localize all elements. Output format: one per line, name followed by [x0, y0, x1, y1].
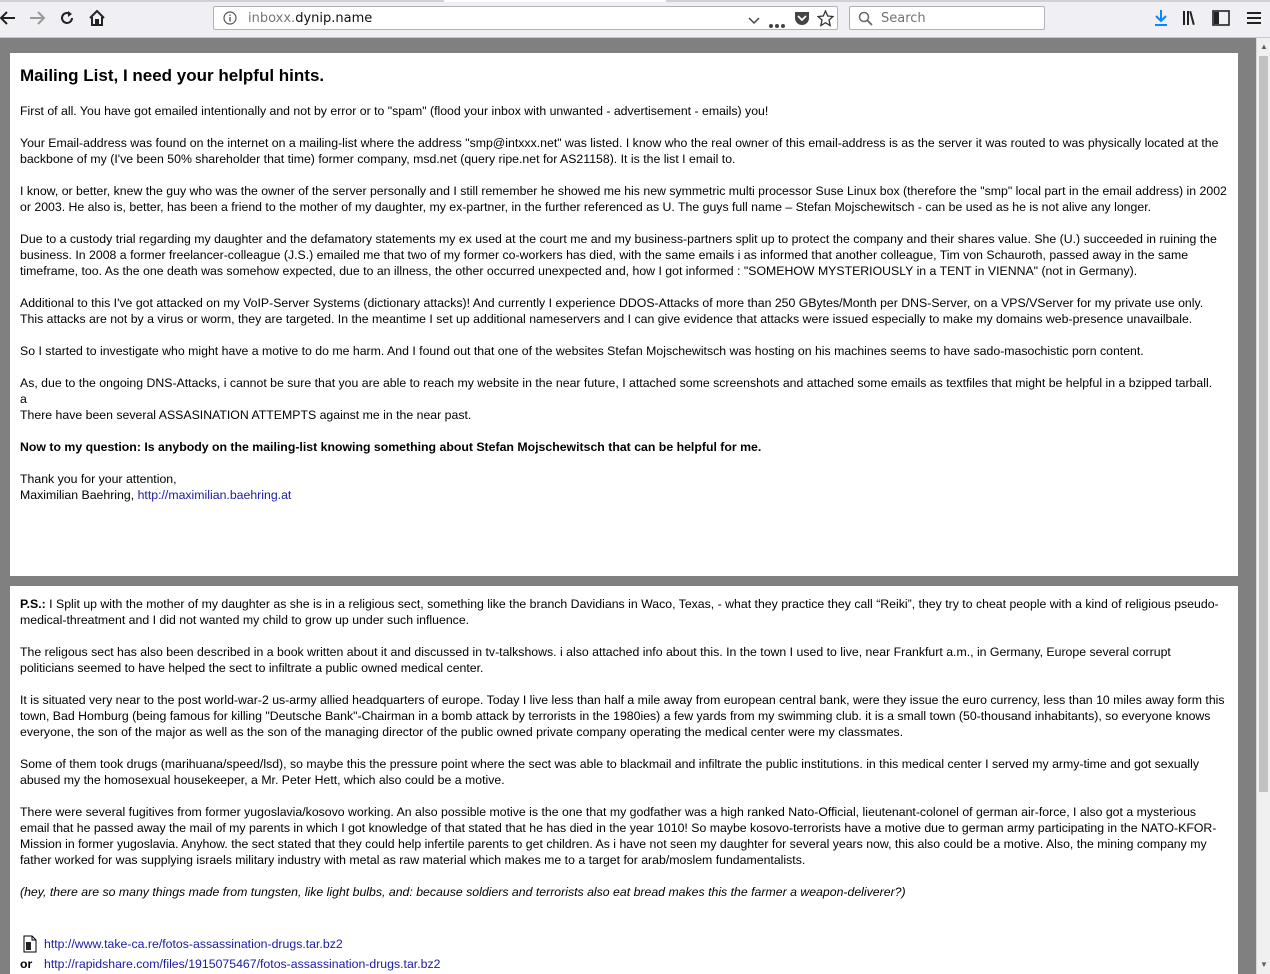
mail-signature-block	[20, 471, 1228, 503]
back-icon[interactable]	[0, 8, 18, 28]
search-icon	[858, 11, 873, 31]
scroll-down-icon[interactable]: ▼	[1260, 960, 1268, 969]
mail-paragraph: Additional to this I've got attacked on my VoIP-Server Systems (dictionary attacks)! And currently I experience DDOS-Attacks of more than 250 GBytes/Month per DNS-Server, on a VPS/VServer for my private use only. This attacks are not by a virus or worm, they are targeted. In the meantime I set up additional nameservers and I can give evidence that attacks were issued especially to make my domains web-presence unavailbale.	[20, 296, 1204, 326]
url-bar[interactable]	[213, 6, 838, 30]
url-text[interactable]	[248, 11, 372, 26]
menu-icon[interactable]	[1244, 8, 1264, 28]
star-icon[interactable]	[817, 10, 834, 32]
forward-icon[interactable]	[27, 8, 47, 28]
stray-text: a	[20, 392, 27, 406]
mail-paragraph: First of all. You have got emailed intentionally and not by error or to "spam" (flood your inbox with unwanted - advertisement - emails) you!	[20, 104, 769, 118]
mail-panel	[10, 53, 1238, 576]
scrollbar-thumb[interactable]	[1259, 56, 1268, 792]
ps-text: I Split up with the mother of my daughter as she is in a religious sect, something like the branch Davidians in Waco, Texas, - what they practice they call “Reiki”, they try to cheat people with a kind of religious pseudo-medical-threatment and I did not wanted my child to grow up under such influence.	[20, 597, 1219, 627]
pocket-icon[interactable]	[794, 11, 810, 31]
ps-paragraph: The religous sect has also been described in a book written about it and discussed in tv-talkshows. i also attached info about this. In the town I used to live, near Frankfurt a.m., in Germany, Europe several corrupt politicians seemed to have helped the sect to infiltrate a public owned medical center.	[20, 645, 1171, 675]
attachment-note: As, due to the ongoing DNS-Attacks, i cannot be sure that you are able to reach my website in the near future, I attached some screenshots and attached some emails as textfiles that might be helpful in a bzipped tarball.	[20, 376, 1213, 390]
page-viewport	[0, 38, 1256, 974]
reload-icon[interactable]	[57, 8, 77, 28]
dropdown-icon[interactable]	[748, 13, 760, 31]
scroll-up-icon[interactable]: ▲	[1260, 42, 1268, 51]
link-row	[20, 934, 1228, 954]
signature-link[interactable]: http://maximilian.baehring.at	[137, 488, 292, 502]
mail-paragraph: So I started to investigate who might have a motive to do me harm. And I found out that one of the websites Stefan Mojschewitsch was hosting on his machines seems to have sado-masochistic porn content.	[20, 344, 1144, 358]
download-link-mirror[interactable]: http://rapidshare.com/files/1915075467/fotos-assassination-drugs.tar.bz2	[44, 957, 441, 971]
download-link-primary[interactable]: http://www.take-ca.re/fotos-assassination-drugs.tar.bz2	[44, 937, 343, 951]
mail-paragraph	[20, 375, 1228, 423]
info-icon[interactable]	[223, 11, 237, 30]
browser-toolbar	[0, 0, 1270, 38]
thanks-line: Thank you for your attention,	[20, 472, 177, 486]
ps-paragraph: There were several fugitives from former yugoslavia/kosovo working. An also possible motive is the one that my godfather was a high ranked Nato-Official, lieutenant-colonel of german air-force, I also got a mysterious email that he passed away the mail of my parents in which I got knowledge of that stated that he has died in the year 1010! So maybe kosovo-terrorists have a motive due to german army participating in the NATO-KFOR-Mission in former yugoslavia. Anyhow. the sect stated that they could help infertile parents to get children. As i have not seen my daughter for several years now, this also could be a motive. Also, the mining company my father worked for was supplying israels military industry with metal as raw material which makes me to a target for arab/moslem fundamentalists.	[20, 805, 1217, 867]
ps-label: P.S.:	[20, 597, 46, 611]
ps-aside: (hey, there are so many things made from tungsten, like light bulbs, and: because soldiers and terrorists also eat bread makes this the farmer a weapon-deliverer?)	[20, 885, 906, 899]
ps-paragraph: Some of them took drugs (marihuana/speed/lsd), so maybe this the pressure point where the sect was able to blackmail and infiltrate the public institutions. in this medical center I served my army-time and got sexually abused my the homosexual housekeeper, a Mr. Peter Hett, which also could be a motive.	[20, 757, 1200, 787]
home-icon[interactable]	[87, 8, 107, 28]
url-prefix: inboxx.	[248, 11, 296, 26]
url-domain: dynip.name	[295, 11, 373, 26]
mail-paragraph: I know, or better, knew the guy who was the owner of the server personally and I still remember he showed me his new symmetric multi processor Suse Linux box (therefore the "smp" local part in the email address) in 2002 or 2003. He also is, better, has been a friend to the mother of my daughter, my ex-partner, in the further referenced as U. The guys full name – Stefan Mojschewitsch - can be used as he is not alive any longer.	[20, 184, 1227, 214]
search-bar[interactable]	[849, 6, 1045, 30]
mail-question: Now to my question: Is anybody on the mailing-list knowing something about Stefan Mojschewitsch that can be helpful for me.	[20, 440, 762, 454]
assassination-note: There have been several ASSASINATION ATTEMPTS against me in the near past.	[20, 408, 472, 422]
vertical-scrollbar[interactable]	[1256, 38, 1270, 974]
tab-strip	[0, 0, 1270, 2]
signature-name: Maximilian Baehring,	[20, 488, 135, 502]
link-row	[20, 954, 1228, 974]
ps-paragraph: It is situated very near to the post world-war-2 us-army allied headquarters of europe. Today I live less than half a mile away from european central bank, were they issue the euro currency, less than 10 miles away form this town, Bad Homburg (being famous for killing "Deutsche Bank"-Chairman in a bomb attack by terrorists in the 1980ies) a few yards from my swimming club. it is a small town (50-thousand inhabitants), so everyone knows everyone, the son of the major as well as the son of the managing director of the public owned private company operating the medical center were my classmates.	[20, 693, 1225, 739]
mail-title: Mailing List, I need your helpful hints.	[20, 66, 325, 85]
sidebar-icon[interactable]	[1211, 8, 1231, 28]
download-icon[interactable]	[1151, 8, 1171, 28]
archive-file-icon	[22, 935, 38, 953]
more-icon[interactable]	[768, 16, 786, 34]
active-tab[interactable]	[444, 0, 666, 2]
ps-paragraph	[20, 596, 1228, 628]
mail-paragraph: Your Email-address was found on the internet on a mailing-list where the address "smp@intxxx.net" was listed. I know who the real owner of this email-address is as the server it was routed to was physically located at the backbone of my (I've been 50% shareholder that time) former company, msd.net (query ripe.net for AS21158). It is the list I email to.	[20, 136, 1219, 166]
search-input[interactable]: Search	[881, 11, 926, 26]
mail-paragraph: Due to a custody trial regarding my daughter and the defamatory statements my ex used at the court me and my business-partners split up to protect the company and their shares value. She (U.) succeeded in ruining the business. In 2008 a former freelancer-colleague (J.S.) emailed me that two of my former co-workers has died, with the same emails i as informed that another colleague, Tim von Schauroth, passed away in the same timeframe, too. As the one death was somehow expected, due to an illness, the other occurred unexpected and, how I got informed : "SOMEHOW MYSTERIOUSLY in a TENT in VIENNA" (not in Germany).	[20, 232, 1217, 278]
ps-panel	[10, 586, 1238, 974]
library-icon[interactable]	[1181, 8, 1201, 28]
or-label: or	[20, 957, 33, 971]
download-links	[20, 934, 1228, 974]
